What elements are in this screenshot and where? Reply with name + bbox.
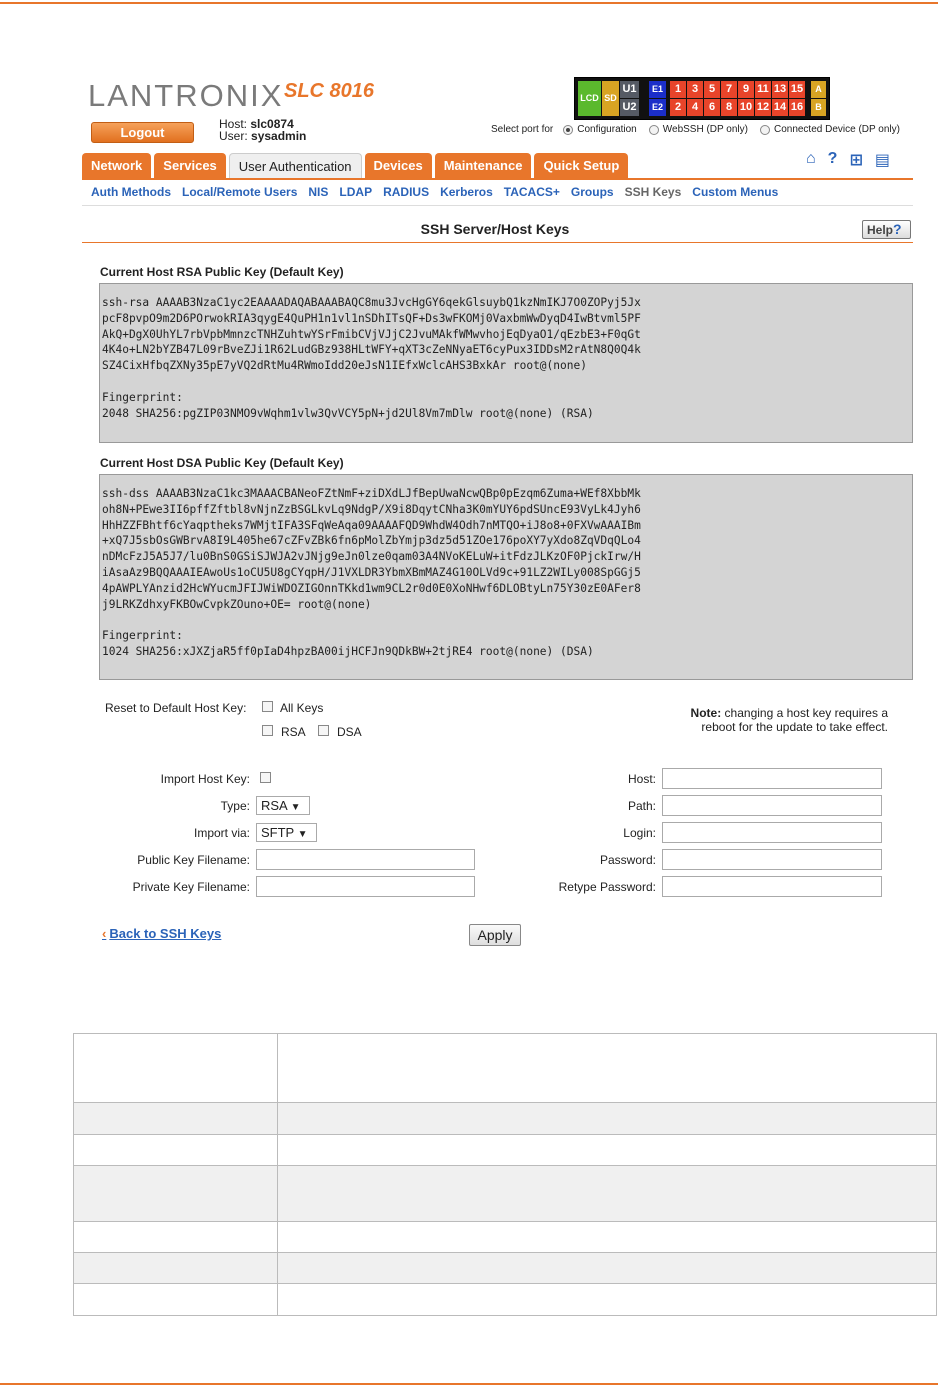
dsa-key-box: ssh-dss AAAAB3NzaC1kc3MAAACBANeoFZtNmF+ziDXdLJfBepUwaNcwQBp0pEzqm6Zuma+WEf8XbbMk oh8N+PEwe3II6pffZftbl8vNjnZzBSGLkvLq9NdgP/X9i8DqytCNha3K0mYUY6pdSUncE93VyLk4Jyh6 HhHZZFBhtf6cYaqptheks7WMjtIFA3SFqWeAqa09AAAAFQD9WhdW4Odh7nMTQO+iJ8o8+0FXVwAAAIBm +xQ7J5sbOsGWBrvA8I9L405he67cZFvZBk6fn6pMolZbYmjp3dz5d51ZOe176poXY7yXdo8ZqVDqQLo4 nDMcFzJ5A5J7/lu0BnS0GSiSJWJA2vJNjg9eJn0lze0qam03A4NVoKELuW+itFdzJLKzOF0PjckIrw/H iAsaAz9BQQAAAIEAwoUs1oCU5U8gCYqpH/J1VXLDR3YbmXBmMAZ4G10OLVd9c+91LZ2WILy008SpGGj5 4pAWPLYAnzid2HcWYucmJFIJWiWDOZIGOnnTKkd1wm9CL2r0d0E0XoNHwf6DLOBtyLn75Y30zE0AFer8 j9LRKZdhxyFKBOwCvpkZOuno+OE= root@(none) Fingerprint: 1024 SHA256:xJXZjaR5ff0pIaD4hpzBA00ijHCFJn9QDkBW+2tjRE4 root@(none) (DSA) <box>99 474 913 680</box>
table-cell <box>278 1034 937 1103</box>
help-button[interactable] <box>862 220 911 239</box>
serial-port-bottom-4[interactable]: 10 <box>738 99 754 116</box>
select-port-group <box>491 124 900 135</box>
sd-indicator[interactable]: SD <box>602 81 619 116</box>
main-tabs <box>82 153 628 178</box>
public-key-filename-input[interactable] <box>256 849 475 870</box>
radio-configuration-label: Configuration <box>577 124 637 135</box>
type-select-value: RSA <box>261 798 288 813</box>
tab-network[interactable]: Network <box>82 153 151 178</box>
toolbar-icons <box>806 150 890 170</box>
subnav-custom-menus[interactable]: Custom Menus <box>692 185 779 199</box>
chevron-down-icon: ▼ <box>290 802 301 813</box>
table-cell <box>74 1222 278 1253</box>
tab-services[interactable]: Services <box>154 153 226 178</box>
all-keys-checkbox[interactable] <box>262 701 273 712</box>
radio-webssh[interactable] <box>649 125 659 135</box>
port-status-panel <box>574 77 830 120</box>
serial-port-bottom-6[interactable]: 14 <box>772 99 788 116</box>
table-row <box>74 1135 937 1166</box>
help-icon[interactable]: ? <box>827 150 838 167</box>
table-row <box>74 1103 937 1135</box>
user-label: User: <box>219 129 248 143</box>
table-cell <box>278 1253 937 1284</box>
table-cell <box>74 1034 278 1103</box>
reset-label: Reset to Default Host Key: <box>105 701 247 715</box>
serial-port-top-3[interactable]: 7 <box>721 81 737 98</box>
serial-port-top-6[interactable]: 13 <box>772 81 788 98</box>
host-info <box>219 118 306 142</box>
login-label: Login: <box>623 826 656 840</box>
table-cell <box>74 1284 278 1316</box>
retype-password-label: Retype Password: <box>558 880 656 894</box>
sitemap-icon[interactable]: ⊞ <box>849 152 863 169</box>
serial-port-top-0[interactable]: 1 <box>670 81 686 98</box>
table-row <box>74 1284 937 1316</box>
model-name: SLC 8016 <box>284 80 375 102</box>
table-cell <box>278 1284 937 1316</box>
all-keys-label: All Keys <box>280 701 324 715</box>
e1-port[interactable]: E1 <box>649 81 666 98</box>
select-port-label: Select port for <box>491 124 554 135</box>
serial-port-bottom-2[interactable]: 6 <box>704 99 720 116</box>
table-cell <box>278 1135 937 1166</box>
path-label: Path: <box>627 799 656 813</box>
subnav-local-remote-users[interactable]: Local/Remote Users <box>182 185 298 199</box>
table-cell <box>74 1103 278 1135</box>
import-via-select[interactable] <box>256 823 317 842</box>
dsa-checkbox-label: DSA <box>337 725 362 739</box>
private-key-filename-input[interactable] <box>256 876 475 897</box>
public-key-filename-label: Public Key Filename: <box>137 853 250 867</box>
table-row <box>74 1253 937 1284</box>
apply-button[interactable]: Apply <box>469 924 521 946</box>
logout-button[interactable]: Logout <box>91 122 194 143</box>
tab-devices[interactable]: Devices <box>365 153 432 178</box>
user-value: sysadmin <box>251 129 307 143</box>
table-row <box>74 1222 937 1253</box>
table-cell <box>278 1222 937 1253</box>
rsa-key-label: Current Host RSA Public Key (Default Key) <box>100 265 344 279</box>
radio-connected-device[interactable] <box>760 125 770 135</box>
subnav-divider <box>82 205 913 206</box>
password-input[interactable] <box>662 849 882 870</box>
type-select[interactable] <box>256 796 310 815</box>
back-link-label: Back to SSH Keys <box>109 926 222 941</box>
table-cell <box>278 1103 937 1135</box>
serial-port-top-7[interactable]: 15 <box>789 81 805 98</box>
subnav-ldap[interactable]: LDAP <box>339 185 373 199</box>
subnav-tacacs[interactable]: TACACS+ <box>503 185 560 199</box>
settings-description-table <box>73 1033 937 1316</box>
table-cell <box>74 1166 278 1222</box>
subnav-groups[interactable]: Groups <box>570 185 614 199</box>
host-label: Host: <box>627 772 656 786</box>
radio-webssh-label: WebSSH (DP only) <box>662 124 748 135</box>
logout-icon[interactable]: ▤ <box>874 152 890 169</box>
host-value: slc0874 <box>250 117 294 131</box>
subnav-radius[interactable]: RADIUS <box>383 185 430 199</box>
note-line2: reboot for the update to take effect. <box>701 720 888 734</box>
e2-port[interactable]: E2 <box>649 99 666 116</box>
serial-port-top-1[interactable]: 3 <box>687 81 703 98</box>
sub-navigation <box>91 185 778 199</box>
path-input[interactable] <box>662 795 882 816</box>
dsa-checkbox[interactable] <box>318 725 329 736</box>
note-line1: changing a host key requires a <box>721 706 888 720</box>
serial-port-bottom-3[interactable]: 8 <box>721 99 737 116</box>
serial-port-bottom-5[interactable]: 12 <box>755 99 771 116</box>
back-to-ssh-keys-link[interactable] <box>102 926 221 941</box>
reboot-note <box>600 706 888 734</box>
chevron-left-icon: ‹ <box>102 926 107 941</box>
rsa-checkbox-label: RSA <box>281 725 306 739</box>
serial-port-top-2[interactable]: 5 <box>704 81 720 98</box>
page-bottom-rule <box>0 1383 938 1385</box>
import-host-key-label: Import Host Key: <box>160 772 250 786</box>
host-label: Host: <box>219 117 248 131</box>
radio-configuration[interactable] <box>563 125 573 135</box>
password-label: Password: <box>599 853 656 867</box>
login-input[interactable] <box>662 822 882 843</box>
private-key-filename-label: Private Key Filename: <box>132 880 250 894</box>
port-a[interactable]: A <box>811 81 826 98</box>
page-title-rule <box>82 242 913 243</box>
rsa-checkbox[interactable] <box>262 725 273 736</box>
help-button-label: Help <box>867 223 894 237</box>
import-via-label: Import via: <box>193 826 250 840</box>
port-b[interactable]: B <box>811 99 826 116</box>
table-cell <box>74 1253 278 1284</box>
rsa-key-box: ssh-rsa AAAAB3NzaC1yc2EAAAADAQABAAABAQC8mu3JvcHgGY6qekGlsuybQ1kzNmIKJ7O0ZOPyj5Jx pcF8pvpO9m2D6POrwokRIA3qygE4QuPH1n1vl1nSDhITsQF+Ds3wFKOMj0VaxbmWwDyqD4IwBtvml5PF AkQ+DgX0UhYL7rbVpbMmnzcTNHZuhtwYSrFmibCVjVJjC2JvuMAkfWMwvhojEqDyaO1/qEzbE3+F0qGt 4K4o+LN2bYZB47L09rBveZJi1R62LudGBz938HLtWFY+qXT3cZeNNyaET6cyPux3IDDsM2rAtN8Q0Q4k SZ4CixHfbqZXNy35pE7yVQ2dRtMu4RWmoIdd20eJsN1IEfxWclcAHS3BxkAr root@(none) Fingerprint: 2048 SHA256:pgZIP03NMO9vWqhm1vlw3QvVCY5pN+jd2Ul8Vm7mDlw root@(none) (RSA) <box>99 283 913 443</box>
page-top-rule <box>0 2 938 4</box>
retype-password-input[interactable] <box>662 876 882 897</box>
serial-port-bottom-7[interactable]: 16 <box>789 99 805 116</box>
page-title: SSH Server/Host Keys <box>420 221 570 237</box>
table-cell <box>278 1166 937 1222</box>
tab-underline <box>82 178 913 180</box>
table-row <box>74 1166 937 1222</box>
lantronix-logo <box>88 78 283 114</box>
serial-port-bottom-1[interactable]: 4 <box>687 99 703 116</box>
subnav-nis[interactable]: NIS <box>308 185 329 199</box>
radio-connected-device-label: Connected Device (DP only) <box>773 124 900 135</box>
import-host-key-checkbox[interactable] <box>260 772 271 783</box>
table-row <box>74 1034 937 1103</box>
help-question-icon: ? <box>893 221 902 237</box>
tab-quick-setup[interactable]: Quick Setup <box>534 153 628 178</box>
lcd-indicator[interactable]: LCD <box>578 81 601 116</box>
host-input[interactable] <box>662 768 882 789</box>
dsa-key-label: Current Host DSA Public Key (Default Key) <box>100 456 344 470</box>
import-via-select-value: SFTP <box>261 825 294 840</box>
serial-port-top-4[interactable]: 9 <box>738 81 754 98</box>
type-label: Type: <box>220 799 250 813</box>
serial-port-bottom-0[interactable]: 2 <box>670 99 686 116</box>
tab-user-authentication[interactable]: User Authentication <box>229 153 362 178</box>
note-bold: Note: <box>690 706 722 720</box>
subnav-kerberos[interactable]: Kerberos <box>440 185 493 199</box>
chevron-down-icon: ▼ <box>297 829 308 840</box>
subnav-auth-methods[interactable]: Auth Methods <box>91 185 171 199</box>
logo-text: LANTRONIX <box>88 78 284 113</box>
table-cell <box>74 1135 278 1166</box>
subnav-ssh-keys[interactable]: SSH Keys <box>624 185 682 199</box>
u1-port[interactable]: U1 <box>620 81 639 98</box>
serial-port-top-5[interactable]: 11 <box>755 81 771 98</box>
u2-port[interactable]: U2 <box>620 99 639 116</box>
tab-maintenance[interactable]: Maintenance <box>435 153 532 178</box>
home-icon[interactable]: ⌂ <box>806 150 816 167</box>
